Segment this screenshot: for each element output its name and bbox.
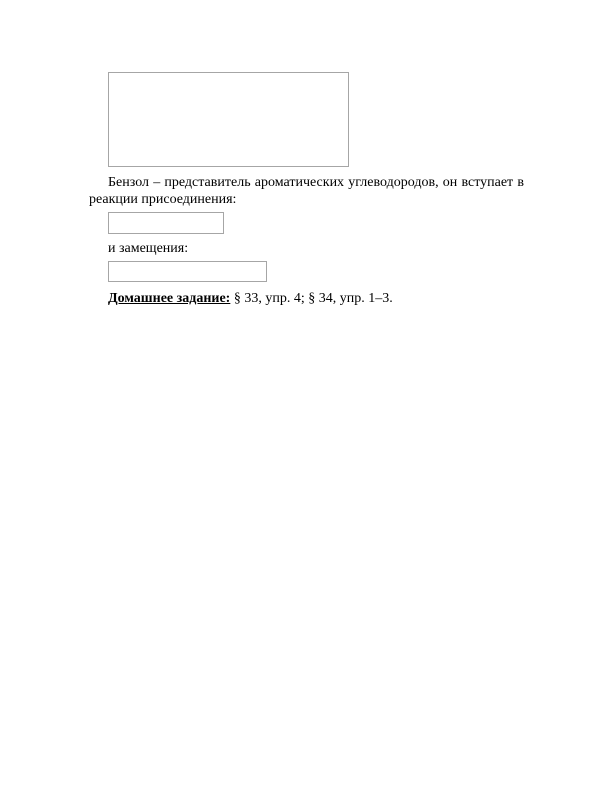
homework-line [108,290,393,307]
benzene-description-line-1: Бензол – представитель ароматических углеводородов, он вступает в [108,175,524,190]
homework-assignment: § 33, упр. 4; § 34, упр. 1–3. [230,291,393,306]
benzene-structure-placeholder [108,72,349,167]
homework-label: Домашнее задание: [108,291,231,306]
substitution-reactions-label: и замещения: [108,241,189,256]
addition-reaction-placeholder [108,212,224,234]
benzene-description-line-2: реакции присоединения: [89,192,237,207]
substitution-reaction-placeholder [108,261,267,282]
